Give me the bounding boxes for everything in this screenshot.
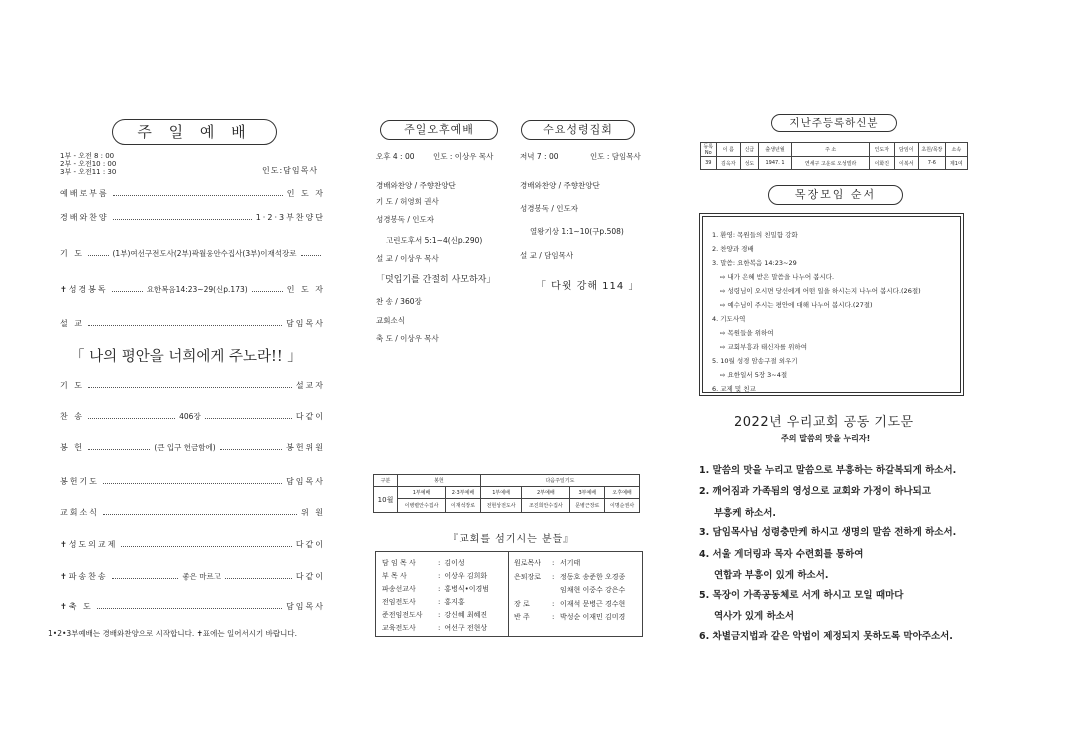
sunday-order-row [60,476,325,487]
servants-box [375,551,643,637]
offering-sub: 2부예배 [522,487,570,499]
newcomer-cell: 7-6 [919,157,946,170]
servant-row [382,622,489,635]
servant-name: 강신혜 최혜진 [444,611,488,619]
afternoon-line: 교회소식 [376,316,405,325]
afternoon-line: 고린도후서 5:1~4(신p.290) [386,236,483,245]
offering-sub: 1부예배 [480,487,521,499]
order-label: ✝축 도 [60,602,93,611]
leader-dots [113,219,252,220]
servant-colon: : [438,559,441,567]
newcomer-cell: 제1여 [945,157,967,170]
servant-colon: : [438,585,441,593]
servant-name: 이재석 문병근 경수현 [560,599,626,608]
servant-row [382,557,489,570]
servant-row [382,570,489,583]
prayer-item: 4. 서울 게더링과 목자 수련회를 통하여 [699,549,864,560]
servant-role: 장 로 [514,599,530,608]
servant-name: 홍병식•이경범 [444,585,490,593]
newcomer-header: 이 름 [716,143,740,157]
servants-title: 『교회를 섬기시는 분들』 [448,534,575,545]
offering-sub: 3부예배 [570,487,605,499]
wednesday-time: 저녁 7 : 00 [520,152,559,161]
servant-name: 서기태 [560,559,581,567]
cell-item: ⇨ 성령님이 오시면 당신에게 어떤 일을 하시는지 나누어 봅시다.(26절) [720,287,921,295]
prayer-subtitle: 주의 말씀의 맛을 누리자! [781,434,871,443]
sunday-order-row [60,507,325,518]
afternoon-line: 찬 송 / 360장 [376,297,422,306]
service-times [60,152,116,176]
order-detail: (1부)여선구전도사(2부)곽월웅안수집사(3부)이재석장로 [112,249,297,258]
cell-item: ⇨ 예수님이 주시는 평안에 대해 나누어 봅시다.(27절) [720,301,873,309]
wednesday-line: 「 다윗 강해 114 」 [536,281,640,292]
sunday-order-row [60,380,325,391]
servant-row [382,609,489,622]
servant-name: 홍지홍 [444,598,465,606]
newcomer-cell: 김옥자 [716,157,740,170]
leader-dots [121,546,291,547]
order-label: 예배로부름 [60,189,109,198]
offering-head-offer: 봉헌 [398,475,481,487]
leader-dots [112,291,143,292]
offering-name: 이재석장로 [446,499,481,513]
servant-role: 부 목 사 [382,572,407,580]
servant-role: 파송선교사 [382,585,416,593]
wednesday-line: 설 교 / 담임목사 [520,251,574,260]
servant-colon: : [552,599,555,608]
wednesday-line: 경배와찬양 / 주향찬양단 [520,181,600,190]
servant-row [514,611,625,625]
order-detail: 좋은 마르고 [182,572,222,581]
prayer-item: 3. 담임목사님 성령충만케 하시고 생명의 말씀 전하게 하소서. [699,527,957,538]
servant-colon: : [552,613,555,621]
sunday-order-row [60,601,325,612]
servants-right [514,557,625,625]
cell-item: ⇨ 목원들을 위하여 [720,329,774,337]
newcomer-cell: 39 [701,157,717,170]
leader-dots [205,418,292,419]
newcomer-cell: 연세구 고운로 오성빌라 [792,157,870,170]
leader-dots [220,449,282,450]
sunday-title: 주 일 예 배 [112,119,277,145]
service-time-3: 3부 - 오전11 : 30 [60,168,117,176]
servant-row [514,557,625,571]
prayer-item: 6. 차별금지법과 같은 악법이 제정되지 못하도록 막아주소서. [699,631,953,642]
prayer-item: 5. 목장이 가족공동체로 서게 하시고 모일 때마다 [699,590,904,601]
service-time-2: 2부 - 오전10 : 00 [60,160,117,168]
sunday-order-row [60,248,325,259]
sunday-order-row [60,188,325,199]
cell-item: 2. 찬양과 경배 [712,245,754,253]
order-label: ✝성도의교제 [60,540,118,549]
sunday-order-row [60,212,325,223]
wednesday-leader: 인도 : 담임목사 [590,152,641,161]
order-label: 봉 헌 [60,443,84,452]
servant-role: 담 임 목 사 [382,559,416,567]
cell-item: ⇨ 내가 은혜 받은 말씀을 나누어 봅시다. [720,273,835,281]
sunday-order-row [60,318,325,329]
order-person: 봉헌위원 [286,443,326,452]
servant-colon: : [552,572,555,581]
order-person: 인 도 자 [286,189,325,198]
newcomer-cell: 성도 [741,157,759,170]
cell-item: 6. 교제 및 친교 [712,385,756,393]
sermon-title: 「 나의 평안을 너희에게 주노라!! 」 [70,349,302,365]
servant-name: 김이성 [444,559,465,567]
order-person: 담임목사 [286,602,325,611]
offering-name: 조진희안수집사 [522,499,570,513]
cell-item: 5. 10월 성경 암송구절 외우기 [712,357,798,365]
offering-table [373,474,640,513]
prayer-title: 2022년 우리교회 공동 기도문 [734,415,914,430]
cell-title: 목장모임 순서 [768,185,903,205]
offering-sub: 오후예배 [605,487,640,499]
order-person: 담임목사 [286,319,325,328]
prayer-item: 연합과 부흥이 있게 하소서. [714,570,829,581]
offering-sub: 1부예배 [398,487,446,499]
newcomer-cell: 1947. 1 [758,157,791,170]
leader-dots [103,483,282,484]
order-person: 다같이 [295,540,325,549]
servant-role: 원로목사 [514,559,542,567]
afternoon-line: 설 교 / 이상우 목사 [376,254,439,263]
order-label: 기 도 [60,249,84,258]
leader-dots [301,255,322,256]
servant-colon: : [552,559,555,567]
afternoon-line: 성경봉독 / 인도자 [376,215,435,224]
offering-head-kind: 구분 [374,475,398,487]
service-time-1: 1부 - 오전 8 : 00 [60,152,115,160]
servant-row [382,596,489,609]
cell-items [712,228,960,396]
order-label: 교회소식 [60,508,99,517]
newcomers-title: 지난주등록하신분 [771,114,897,132]
leader-dots [97,608,282,609]
newcomer-header: 담임이 [894,143,918,157]
afternoon-line: 기 도 / 허영희 권사 [376,197,439,206]
order-label: 찬 송 [60,412,84,421]
servant-colon: : [438,624,441,632]
newcomer-header: 초원/목장 [919,143,946,157]
servant-role: 준전임전도사 [382,611,423,619]
leader-dots [103,514,297,515]
newcomer-header: 신급 [741,143,759,157]
leader-dots [88,325,282,326]
servant-colon: : [438,572,441,580]
afternoon-line: 축 도 / 이상우 목사 [376,334,439,343]
cell-box [699,213,964,396]
cell-item: 1. 환영: 목원들의 친밀함 강화 [712,231,798,239]
offering-month: 10월 [374,487,398,513]
afternoon-leader: 인도 : 이상우 목사 [433,152,494,161]
sunday-order-row [60,442,325,453]
sunday-order-row [60,571,325,582]
wednesday-title: 수요성령집회 [521,120,635,140]
cell-item: 4. 기도사역 [712,315,746,323]
prayer-item: 1. 말씀의 맛을 누리고 말씀으로 부흥하는 하갈복되게 하소서. [699,465,957,476]
order-label: 경배와찬양 [60,213,109,222]
wednesday-line: 성경봉독 / 인도자 [520,204,579,213]
sunday-leader: 인도:담임목사 [262,166,319,175]
order-person: 인 도 자 [286,285,326,294]
servant-row [514,598,625,612]
newcomer-header: 출생년월 [758,143,791,157]
servant-colon: : [438,611,441,619]
leader-dots [113,195,283,196]
cell-item: ⇨ 요한일서 5장 3~4절 [720,371,788,379]
order-label: 봉헌기도 [60,477,99,486]
order-person: 다같이 [295,572,326,581]
sunday-order-row [60,539,325,550]
newcomer-header: 인도자 [870,143,894,157]
order-person: 설교자 [295,381,325,390]
newcomer-header: 소속 [945,143,967,157]
servant-role: 전임전도사 [382,598,416,606]
cell-item: ⇨ 교회부흥과 태신자를 위하여 [720,343,807,351]
afternoon-line: 「덧입기를 간절히 사모하자」 [376,275,496,285]
servant-name: 정동호 송준한 오경종 [560,572,626,581]
leader-dots [112,578,179,579]
afternoon-line: 경배와찬양 / 주향찬양단 [376,181,456,190]
offering-name: 전현상전도사 [480,499,521,513]
leader-dots [88,255,109,256]
prayer-item: 부흥케 하소서. [714,508,776,519]
sunday-order-row [60,284,325,295]
afternoon-time: 오후 4 : 00 [376,152,415,161]
servant-name: 임채현 이중수 강은수 [560,586,626,594]
newcomer-cell: 이화진 [870,157,894,170]
offering-head-next: 다음주일기도 [480,475,639,487]
servant-name: 여선구 전현상 [444,624,488,632]
offering-name: 이병렬안수집사 [398,499,446,513]
sunday-footnote: 1•2•3부예배는 경배와찬양으로 시작합니다. ✝표에는 일어서시기 바랍니다. [48,629,297,638]
servant-colon: : [438,598,441,606]
servant-row [514,584,625,598]
afternoon-title: 주일오후예배 [380,120,498,140]
order-label: ✝성경봉독 [60,285,108,294]
order-detail: (큰 입구 헌금함에) [154,443,216,452]
servants-left [382,557,489,635]
order-label: 설 교 [60,319,84,328]
servant-name: 이상우 김희화 [444,572,488,580]
order-person: 1·2·3부찬양단 [255,213,325,222]
servant-role: 은퇴장로 [514,572,542,581]
servant-row [382,583,489,596]
sunday-order-row [60,411,325,422]
order-person: 다같이 [295,412,325,421]
offering-sub: 2·3부예배 [446,487,481,499]
offering-name: 문병근장로 [570,499,605,513]
leader-dots [88,418,175,419]
order-detail: 요한복음14:23~29(신p.173) [146,285,248,294]
newcomer-header: 주 소 [792,143,870,157]
newcomer-cell: 이복서 [894,157,918,170]
servant-role: 반 주 [514,613,530,621]
servant-name: 박성순 이재민 김미경 [560,613,626,621]
order-person: 위 원 [301,508,325,517]
order-person: 담임목사 [286,477,325,486]
cell-item: 3. 말씀: 요한복음 14:23~29 [712,259,797,267]
newcomers-table [700,142,968,170]
leader-dots [88,449,150,450]
newcomer-header: 등록No [701,143,717,157]
prayer-item: 2. 깨어짐과 가족됨의 영성으로 교회와 가정이 하나되고 [699,486,931,497]
wednesday-line: 열왕기상 1:1~10(구p.508) [530,227,624,236]
order-detail: 406장 [179,412,201,421]
leader-dots [252,291,283,292]
prayer-item: 역사가 있게 하소서 [714,611,795,622]
offering-name: 이명순권사 [605,499,640,513]
servant-row [514,571,625,585]
leader-dots [225,578,292,579]
servant-role: 교육전도사 [382,624,416,632]
order-label: ✝파송찬송 [60,572,108,581]
order-label: 기 도 [60,381,84,390]
leader-dots [88,387,292,388]
